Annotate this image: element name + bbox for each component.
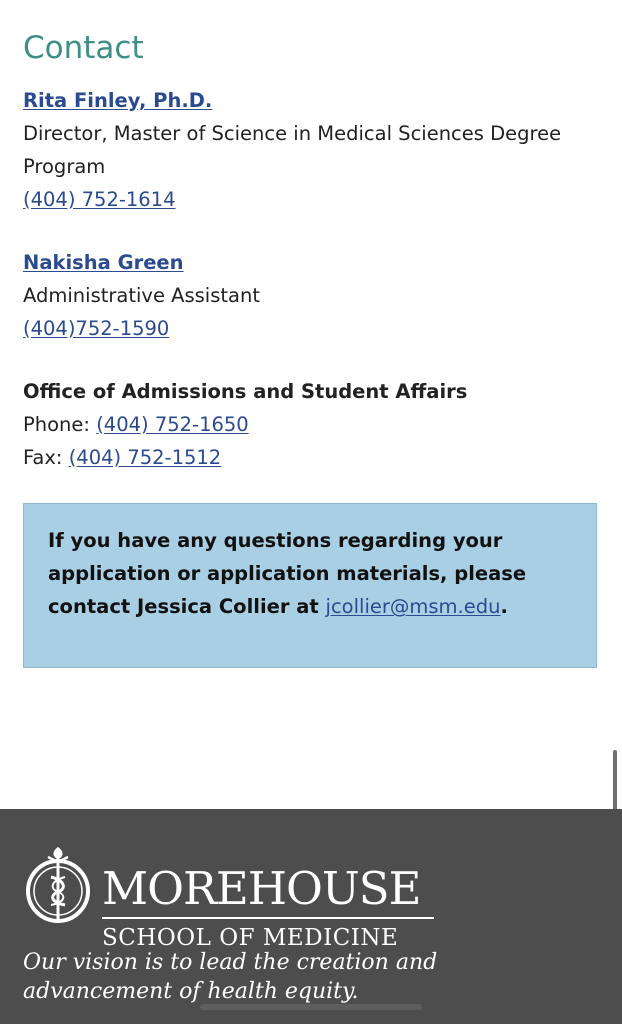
contact-card-green [23, 246, 603, 345]
questions-notice-box [23, 503, 597, 668]
morehouse-logo[interactable] [22, 837, 442, 951]
notice-text: If you have any questions regarding your application or application materials, please contact Jessica Collier at [48, 529, 527, 618]
notice-end: . [500, 595, 508, 618]
office-name: Office of Admissions and Student Affairs [23, 380, 468, 403]
footer [0, 809, 622, 1024]
phone-label: Phone: [23, 413, 90, 436]
contact-name-link[interactable]: Rita Finley, Ph.D. [23, 89, 213, 112]
logo-divider [102, 917, 434, 919]
contact-phone-link[interactable]: (404)752-1590 [23, 317, 170, 340]
office-phone-link[interactable]: (404) 752-1650 [96, 413, 249, 436]
logo-wordmark: MOREHOUSE [102, 862, 421, 915]
office-fax-row [23, 441, 603, 474]
page-title: Contact [23, 30, 144, 66]
logo-subtitle: SCHOOL OF MEDICINE [102, 925, 399, 951]
home-indicator[interactable] [200, 1004, 422, 1010]
notice-text-block [48, 524, 568, 623]
caduceus-emblem-icon [22, 837, 94, 929]
contact-name-link[interactable]: Nakisha Green [23, 251, 184, 274]
contact-title: Administrative Assistant [23, 284, 260, 307]
email-link[interactable]: jcollier@msm.edu [325, 595, 501, 618]
fax-label: Fax: [23, 446, 63, 469]
office-contact [23, 375, 603, 474]
office-phone-row [23, 408, 603, 441]
vision-statement: Our vision is to lead the creation and advancement of health equity. [23, 950, 438, 1004]
office-fax-link[interactable]: (404) 752-1512 [68, 446, 222, 469]
contact-card-finley [23, 84, 603, 216]
contact-title: Director, Master of Science in Medical Sciences Degree Program [23, 122, 562, 178]
contact-phone-link[interactable]: (404) 752-1614 [23, 188, 176, 211]
